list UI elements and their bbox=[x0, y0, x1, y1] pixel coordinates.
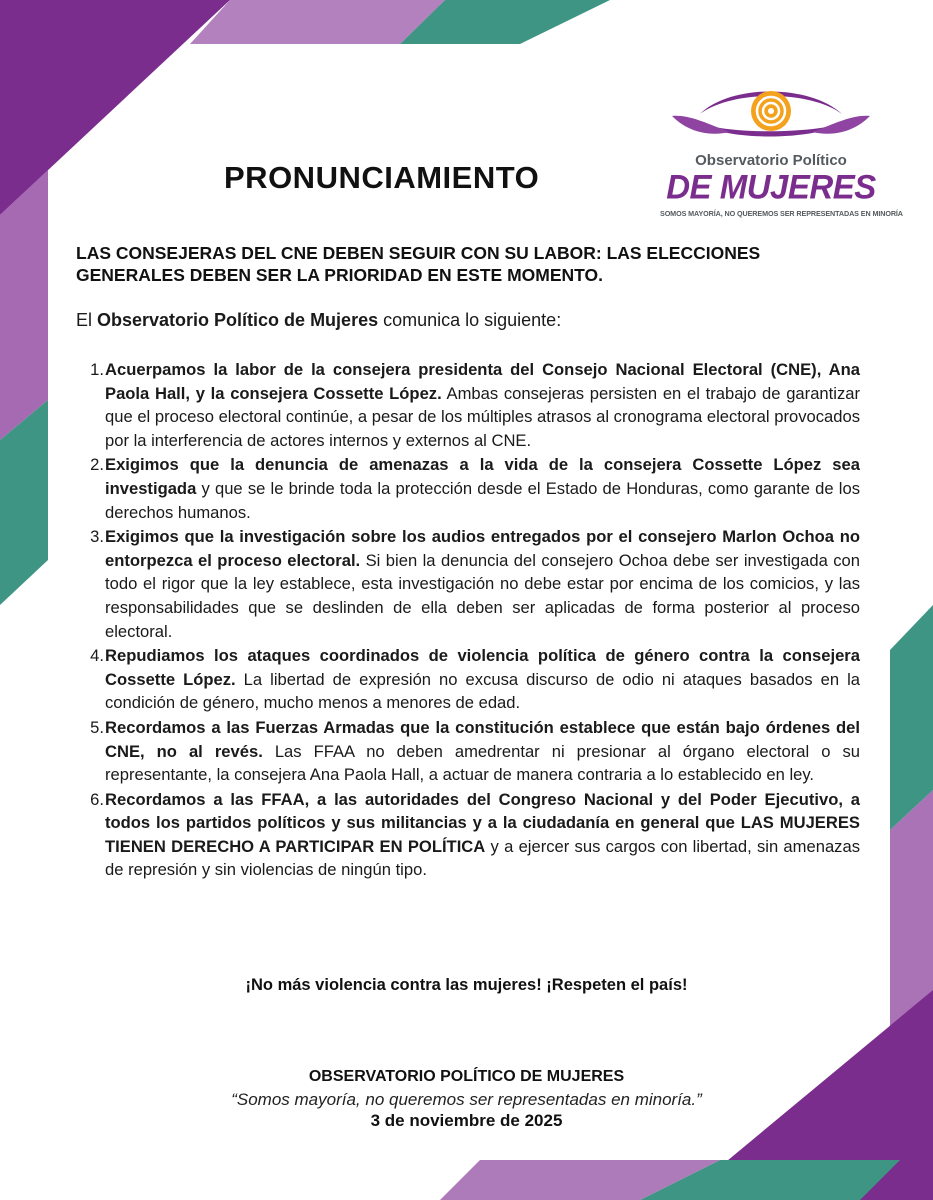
list-item bbox=[76, 525, 860, 643]
closing-slogan: ¡No más violencia contra las mujeres! ¡Respeten el país! bbox=[245, 976, 688, 994]
observatorio-logo bbox=[660, 76, 903, 226]
logo-brand-line: DE MUJERES bbox=[666, 167, 876, 206]
list-item-number: 2. bbox=[90, 455, 104, 475]
page-title: PRONUNCIAMIENTO bbox=[224, 160, 540, 195]
list-item-bold: Recordamos a las Fuerzas Armadas que la constitución establece que están bajo órdenes del CNE, no al revés. bbox=[105, 717, 860, 761]
list-item-number: 4. bbox=[90, 646, 104, 666]
list-item-text bbox=[105, 788, 860, 882]
list-item-number: 5. bbox=[90, 717, 104, 737]
list-item-body: y que se le brinde toda la protección desde el Estado de Honduras, como garante de los derechos humanos. bbox=[105, 478, 860, 522]
list-item-body: La libertad de expresión no excusa discurso de odio ni ataques basados en la condición de género, mucho menos a menores de edad. bbox=[105, 669, 860, 713]
document-subtitle: LAS CONSEJERAS DEL CNE DEBEN SEGUIR CON SU LABOR: LAS ELECCIONES GENERALES DEBEN SER LA PRIORIDAD EN ESTE MOMENTO. bbox=[76, 243, 761, 285]
list-item-body: Las FFAA no deben amedrentar ni presionar al órgano electoral o su representante, la consejera Ana Paola Hall, a actuar de manera contraria a lo establecido en ley. bbox=[105, 741, 861, 785]
list-item-bold: Repudiamos los ataques coordinados de violencia política de género contra la consejera Cossette López. bbox=[105, 646, 860, 689]
intro-paragraph bbox=[76, 310, 561, 331]
list-item-text bbox=[105, 525, 860, 643]
list-item-body: Si bien la denuncia del consejero Ochoa debe ser investigada con todo el rigor que la ley establece, esta investigación no debe estar por encima de los comicios, y las responsabilidades que se deslinden de ella deben ser aplicadas de forma posterior al proceso electoral. bbox=[105, 550, 860, 641]
list-item-bold: Recordamos a las FFAA, a las autoridades del Congreso Nacional y del Poder Ejecutivo, a todos los partidos políticos y sus militancias y a la ciudadanía en general que LAS MUJERES TIENEN DERECHO A PARTICIPAR EN POLÍTICA bbox=[105, 789, 860, 856]
list-item bbox=[76, 453, 860, 524]
eye-hands-icon bbox=[660, 76, 882, 152]
list-item-text bbox=[105, 644, 860, 715]
list-item-number: 1. bbox=[90, 360, 104, 379]
list-item-body: y a ejercer sus cargos con libertad, sin amenazas de represión y sin violencias de ningún tipo. bbox=[105, 836, 860, 880]
list-item bbox=[76, 788, 860, 882]
list-item-body: Ambas consejeras persisten en el trabajo de garantizar que el proceso electoral continúe, a pesar de los múltiples atrasos al cronograma electoral provocados por la interferencia de actores internos y externos al CNE. bbox=[105, 383, 860, 450]
signature-date: 3 de noviembre de 2025 bbox=[370, 1111, 563, 1130]
intro-suffix: comunica lo siguiente: bbox=[378, 310, 562, 330]
intro-org-name: Observatorio Político de Mujeres bbox=[97, 310, 379, 330]
list-item-bold: Exigimos que la denuncia de amenazas a la vida de la consejera Cossette López sea investigada bbox=[105, 455, 860, 498]
signature-org: OBSERVATORIO POLÍTICO DE MUJERES bbox=[308, 1068, 625, 1085]
statement-list bbox=[76, 358, 860, 883]
list-item-text bbox=[105, 453, 860, 524]
list-item bbox=[76, 716, 860, 787]
intro-prefix: El bbox=[76, 310, 98, 330]
list-item-number: 6. bbox=[90, 789, 104, 809]
signature-motto: “Somos mayoría, no queremos ser representadas en minoría.” bbox=[231, 1090, 702, 1109]
logo-tagline: SOMOS MAYORÍA, NO QUEREMOS SER REPRESENTADAS EN MINORÍA bbox=[660, 209, 903, 218]
list-item-bold: Acuerpamos la labor de la consejera presidenta del Consejo Nacional Electoral (CNE), Ana Paola Hall, y la consejera Cossette López. bbox=[105, 360, 860, 403]
logo-title-line: Observatorio Político bbox=[695, 152, 847, 169]
list-item-bold: Exigimos que la investigación sobre los audios entregados por el consejero Marlon Ochoa no entorpezca el proceso electoral. bbox=[105, 527, 860, 570]
list-item-number: 3. bbox=[90, 527, 104, 547]
list-item-text bbox=[105, 716, 860, 787]
list-item bbox=[76, 358, 860, 452]
list-item bbox=[76, 644, 860, 715]
list-item-text bbox=[105, 358, 860, 452]
